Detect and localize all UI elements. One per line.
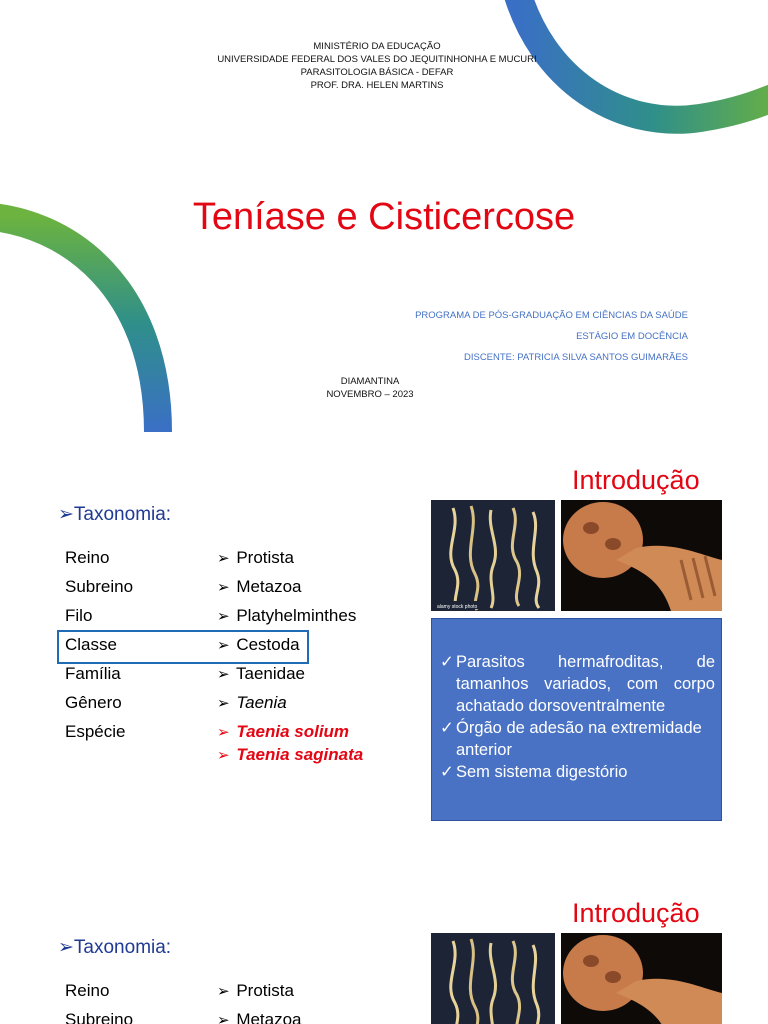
date-line: NOVEMBRO – 2023 (326, 389, 414, 400)
rank-value: ➢ Taenidae (217, 664, 306, 683)
list-item (440, 717, 715, 761)
header-line: UNIVERSIDADE FEDERAL DOS VALES DO JEQUITINHONHA E MUCURI (217, 54, 537, 65)
rank-value: ➢ Cestoda (217, 635, 300, 654)
rank-label: Filo (65, 606, 93, 625)
header-line: MINISTÉRIO DA EDUCAÇÃO (313, 41, 441, 52)
checkmark-icon: ✓ (440, 763, 454, 781)
title-slide (0, 0, 768, 433)
list-item-text: Órgão de adesão na extremidade anterior (456, 719, 702, 759)
rank-label: Subreino (65, 1010, 134, 1024)
program-info (415, 305, 688, 368)
checkmark-icon: ✓ (440, 719, 454, 737)
tapeworm-photo (431, 500, 555, 611)
arrow-bullet-icon: ➢ (217, 637, 230, 654)
rank-value: ➢ Taenia saginata (217, 745, 364, 764)
rank-label: Espécie (65, 722, 126, 741)
taxonomy-heading: ➢Taxonomia: (58, 937, 172, 958)
header-line: PARASITOLOGIA BÁSICA - DEFAR (300, 67, 454, 78)
taxonomy-row (65, 548, 385, 572)
arrow-bullet-icon: ➢ (217, 695, 230, 712)
program-line: ESTÁGIO EM DOCÊNCIA (576, 331, 688, 342)
rank-value: ➢ Metazoa (217, 577, 302, 596)
rank-value: ➢ Taenia (217, 693, 287, 712)
taxonomy-row (65, 981, 385, 1005)
rank-label: Reino (65, 548, 110, 567)
arrow-bullet-icon: ➢ (217, 550, 230, 567)
taxonomy-heading: ➢Taxonomia: (58, 504, 172, 525)
arrow-bullet-icon: ➢ (217, 608, 230, 625)
list-item (440, 761, 715, 783)
rank-label: Classe (65, 635, 117, 654)
tapeworm-photo (431, 933, 555, 1024)
rank-value: ➢ Protista (217, 548, 294, 567)
introduction-slide-repeat (0, 866, 768, 1024)
place-date (300, 375, 440, 401)
institution-header (170, 40, 584, 92)
taxonomy-row (65, 606, 385, 630)
taxonomy-row (65, 745, 385, 769)
photo-watermark: alamy stock photo (437, 604, 478, 610)
slide-title: Introdução (572, 898, 700, 928)
arrow-bullet-icon: ➢ (217, 666, 230, 683)
place-line: DIAMANTINA (340, 376, 400, 387)
classe-highlight-box (57, 630, 309, 664)
taxonomy-row (65, 722, 385, 746)
introduction-slide (0, 433, 768, 866)
arrow-bullet-icon: ➢ (217, 747, 230, 764)
taxonomy-row (65, 1010, 385, 1024)
list-item (440, 651, 715, 717)
rank-label: Subreino (65, 577, 134, 596)
rank-value: ➢ Protista (217, 981, 294, 1000)
arrow-bullet-icon: ➢ (217, 724, 230, 741)
presentation-title: Teníase e Cisticercose (192, 196, 576, 238)
program-line: DISCENTE: PATRICIA SILVA SANTOS GUIMARÃES (463, 352, 688, 363)
taxonomy-row (65, 664, 385, 688)
program-line: PROGRAMA DE PÓS-GRADUAÇÃO EM CIÊNCIAS DA SAÚDE (415, 310, 688, 321)
rank-value: ➢ Taenia solium (217, 722, 350, 741)
rank-value: ➢ Metazoa (217, 1010, 302, 1024)
rank-value: ➢ Platyhelminthes (217, 606, 357, 625)
arrow-bullet-icon: ➢ (217, 983, 230, 1000)
scolex-photo (561, 500, 722, 611)
arrow-bullet-icon: ➢ (217, 1012, 230, 1024)
header-line: PROF. DRA. HELEN MARTINS (310, 80, 444, 91)
rank-label: Família (65, 664, 121, 683)
list-item-text: Sem sistema digestório (456, 763, 628, 781)
slide-title: Introdução (572, 465, 700, 495)
rank-label: Gênero (65, 693, 122, 712)
scolex-photo (561, 933, 722, 1024)
characteristics-box (431, 618, 722, 821)
arrow-bullet-icon: ➢ (217, 579, 230, 596)
taxonomy-row (65, 693, 385, 717)
list-item-text: Parasitos hermafroditas, de tamanhos variados, com corpo achatado dorsoventralmente (456, 653, 715, 715)
rank-label: Reino (65, 981, 110, 1000)
checkmark-icon: ✓ (440, 653, 454, 671)
taxonomy-row (65, 577, 385, 601)
